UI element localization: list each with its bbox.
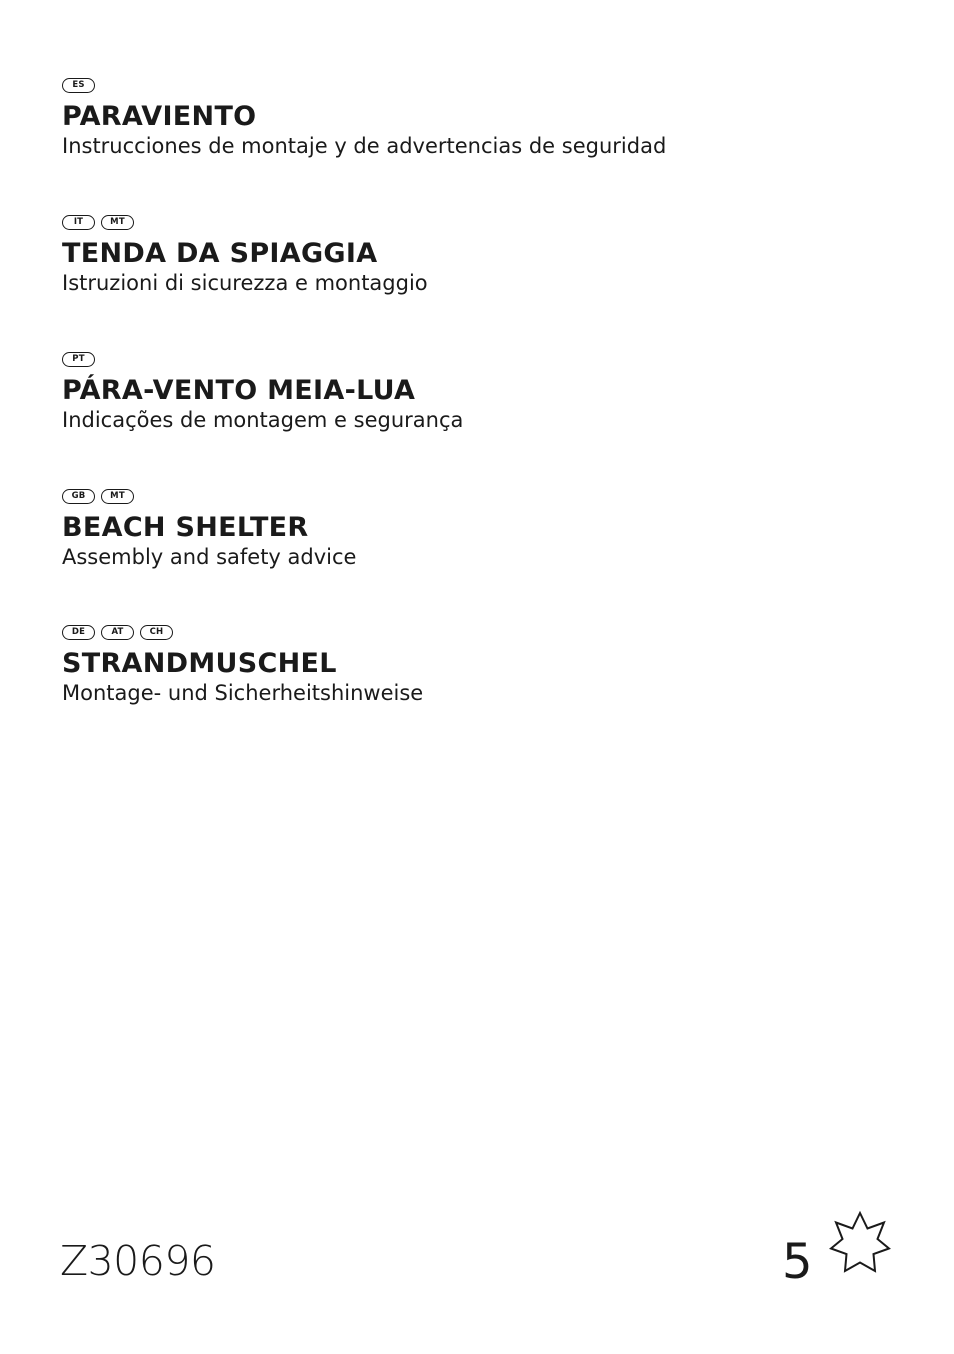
country-badge-gb: GB xyxy=(62,489,95,504)
page-number: 5 xyxy=(782,1234,813,1290)
country-badge-pt: PT xyxy=(62,352,95,367)
product-subtitle: Instrucciones de montaje y de advertencias de seguridad xyxy=(62,134,667,158)
language-section-it-mt xyxy=(62,215,862,297)
footer-page-mark xyxy=(782,1208,894,1288)
country-badges xyxy=(62,215,862,231)
language-section-de-at-ch xyxy=(62,625,862,707)
language-section-pt xyxy=(62,352,862,434)
product-subtitle: Montage- und Sicherheitshinweise xyxy=(62,681,424,705)
product-title: PARAVIENTO xyxy=(62,101,257,132)
language-section-gb-mt xyxy=(62,489,862,571)
product-title: STRANDMUSCHEL xyxy=(62,648,337,679)
product-subtitle: Indicações de montagem e segurança xyxy=(62,408,464,432)
country-badge-de: DE xyxy=(62,625,95,640)
country-badge-mt: MT xyxy=(101,215,134,230)
product-subtitle: Assembly and safety advice xyxy=(62,545,357,569)
country-badges xyxy=(62,625,862,641)
country-badges xyxy=(62,489,862,505)
product-title: BEACH SHELTER xyxy=(62,512,309,543)
language-section-es xyxy=(62,78,862,160)
country-badges xyxy=(62,78,862,94)
country-badge-mt: MT xyxy=(101,489,134,504)
model-number: Z30696 xyxy=(60,1237,216,1285)
country-badge-it: IT xyxy=(62,215,95,230)
product-subtitle: Istruzioni di sicurezza e montaggio xyxy=(62,271,428,295)
country-badges xyxy=(62,352,862,368)
star-icon xyxy=(829,1210,891,1276)
country-badge-at: AT xyxy=(101,625,134,640)
country-badge-es: ES xyxy=(62,78,95,93)
product-title: PÁRA-VENTO MEIA-LUA xyxy=(62,375,416,406)
product-title: TENDA DA SPIAGGIA xyxy=(62,238,378,269)
country-badge-ch: CH xyxy=(140,625,173,640)
